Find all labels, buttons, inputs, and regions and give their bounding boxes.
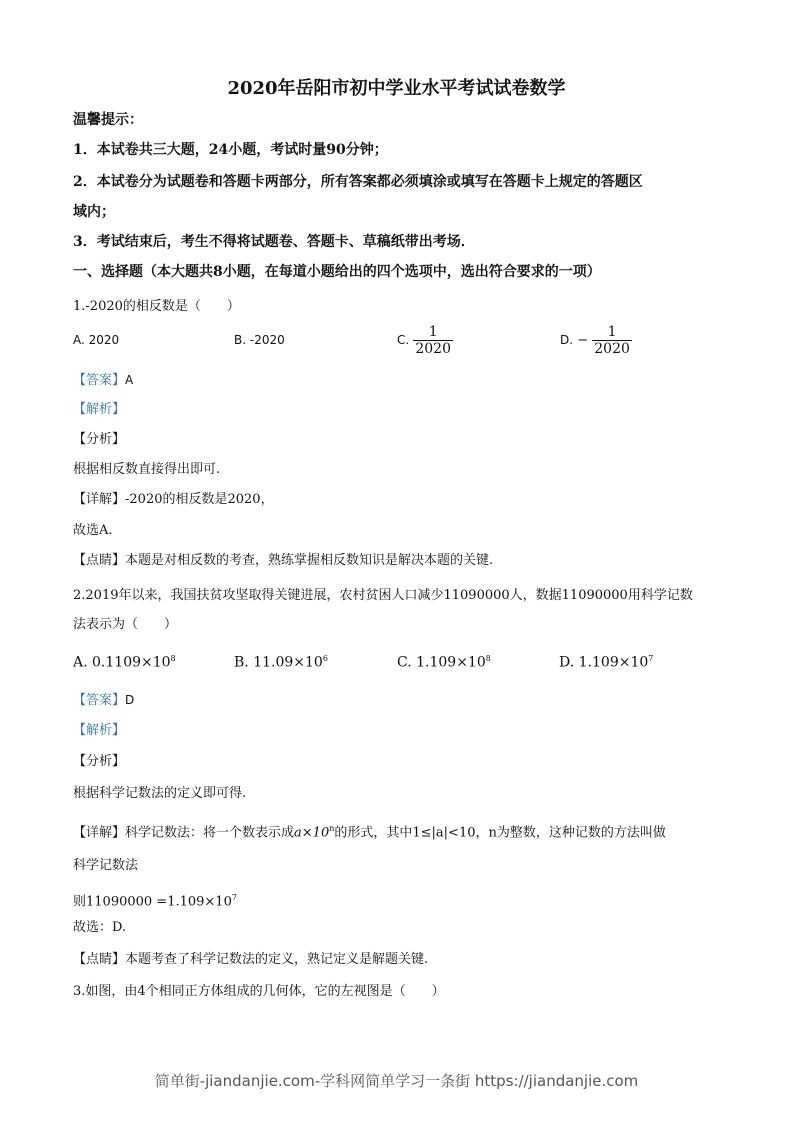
detail-label: 【详解】 xyxy=(73,492,126,507)
answer-value: D xyxy=(125,693,135,707)
detail-line xyxy=(73,491,274,509)
option-c xyxy=(397,324,453,357)
detail-label: 【详解】 xyxy=(73,825,126,841)
option-label: B. xyxy=(234,654,249,671)
notice-item: 2．本试卷分为试题卷和答题卡两部分，所有答案都必须填涂或填写在答题卡上规定的答题区 xyxy=(73,174,643,190)
footer-watermark: 简单街-jiandanjie.com-学科网简单学习一条街 https://jiandanjie.com xyxy=(154,1072,639,1090)
notice-item: 1．本试卷共三大题，24小题，考试时量90分钟； xyxy=(73,142,388,158)
answer-line xyxy=(73,691,134,710)
option-a: A. 2020 xyxy=(73,333,120,347)
exponent: 7 xyxy=(648,654,654,663)
choose-text: 故选：D. xyxy=(73,920,127,935)
numerator: 1 xyxy=(428,324,438,340)
answer-line xyxy=(73,371,133,390)
option-value: 11.09×10 xyxy=(253,654,323,671)
fraction xyxy=(413,324,453,357)
denominator: 2020 xyxy=(594,341,630,357)
exponent: 6 xyxy=(322,654,328,663)
detail-text: -2020的相反数是2020， xyxy=(125,492,274,507)
fraction xyxy=(592,324,632,357)
notice-item: 域内； xyxy=(73,204,115,220)
dianjing-label: 【点睛】 xyxy=(73,553,126,568)
choose-text: 故选A. xyxy=(73,523,113,538)
option-a xyxy=(73,654,176,671)
section-heading: 一、选择题（本大题共8小题，在每道小题给出的四个选项中，选出符合要求的一项） xyxy=(73,264,601,280)
fenxi-label: 【分析】 xyxy=(73,432,126,447)
option-d xyxy=(560,324,632,357)
formula: a×10 xyxy=(294,825,330,841)
calc-line xyxy=(73,889,237,911)
option-label: C. xyxy=(397,654,412,671)
detail-text: 科学记数法：将一个数表示成 xyxy=(125,825,295,841)
calc-text: 则11090000 =1.109×10 xyxy=(73,894,232,910)
dianjing-line xyxy=(73,552,493,570)
exponent: 7 xyxy=(231,893,237,902)
question-stem: 2.2019年以来，我国扶贫攻坚取得关键进展，农村贫困人口减少11090000人，数据11090000用科学记数 xyxy=(73,588,693,603)
option-label: D. xyxy=(560,333,574,347)
option-b: B. -2020 xyxy=(234,333,285,347)
exponent: 8 xyxy=(485,654,491,663)
dianjing-text: 本题是对相反数的考查，熟练掌握相反数知识是解决本题的关键. xyxy=(125,553,494,568)
numerator: 1 xyxy=(607,324,617,340)
exponent: 8 xyxy=(170,654,176,663)
option-value: 1.109×10 xyxy=(416,654,486,671)
detail-text: 科学记数法 xyxy=(73,858,139,873)
option-value: 0.1109×10 xyxy=(92,654,171,671)
denominator: 2020 xyxy=(415,341,451,357)
question-stem: 1.-2020的相反数是（ ） xyxy=(73,299,240,314)
option-label: A. xyxy=(73,654,88,671)
answer-label: 【答案】 xyxy=(73,693,126,708)
minus-sign: − xyxy=(577,333,589,348)
notice-item: 3．考试结束后，考生不得将试题卷、答题卡、草稿纸带出考场． xyxy=(73,234,475,250)
option-value: 1.109×10 xyxy=(578,654,649,671)
option-label: C. xyxy=(397,333,410,347)
dianjing-label: 【点睛】 xyxy=(73,952,126,967)
fenxi-text: 根据相反数直接得出即可. xyxy=(73,462,221,477)
analysis-label: 【解析】 xyxy=(73,402,126,417)
page-title: 2020年岳阳市初中学业水平考试试卷数学 xyxy=(227,78,566,99)
option-c xyxy=(397,654,491,671)
detail-line xyxy=(73,820,666,842)
answer-value: A xyxy=(125,373,134,387)
dianjing-text: 本题考查了科学记数法的定义，熟记定义是解题关键. xyxy=(125,952,429,967)
answer-label: 【答案】 xyxy=(73,373,126,388)
fenxi-label: 【分析】 xyxy=(73,754,126,769)
detail-text: 的形式，其中1≤|a|<10，n为整数，这种记数的方法叫做 xyxy=(334,825,666,841)
question-stem: 法表示为（ ） xyxy=(73,617,178,632)
exponent: n xyxy=(329,824,335,833)
dianjing-line xyxy=(73,951,428,969)
fenxi-text: 根据科学记数法的定义即可得. xyxy=(73,786,247,801)
option-b xyxy=(234,654,328,671)
notice-heading: 温馨提示： xyxy=(73,112,143,128)
question-stem: 3.如图，由4个相同正方体组成的几何体，它的左视图是（ ） xyxy=(73,984,445,999)
analysis-label: 【解析】 xyxy=(73,723,126,738)
option-d xyxy=(559,654,653,671)
option-label: D. xyxy=(559,654,575,671)
